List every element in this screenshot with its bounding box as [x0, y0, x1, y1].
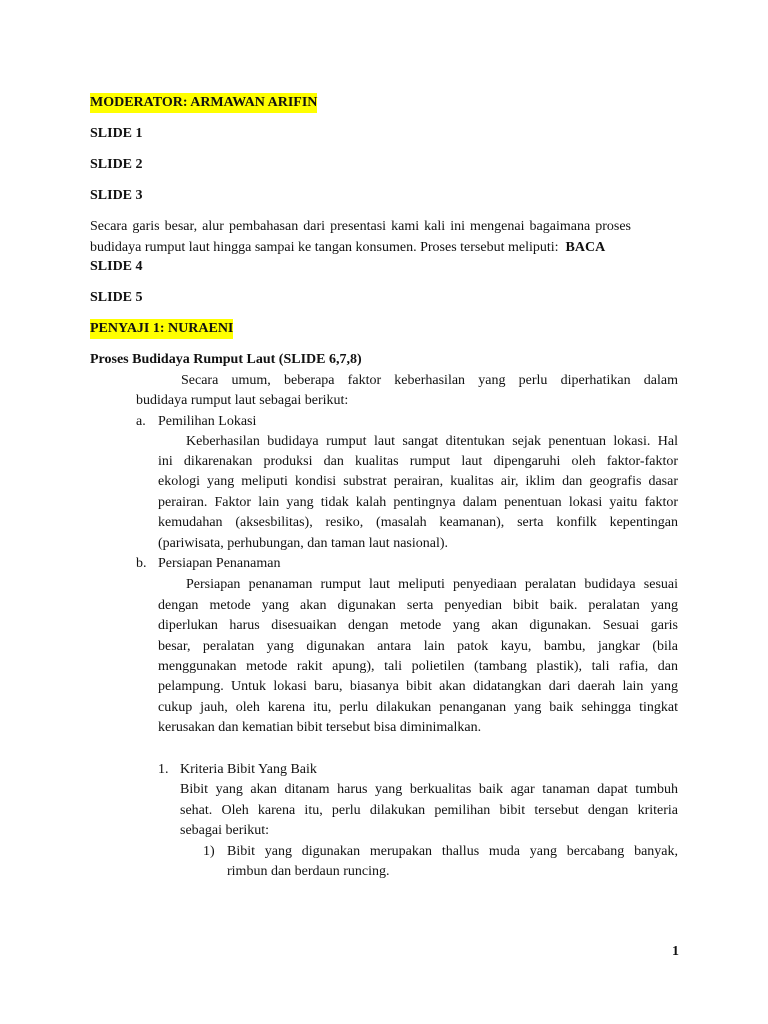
intro-text: budidaya rumput laut hingga sampai ke tangan konsumen. Proses tersebut meliputi:	[90, 240, 559, 255]
item-1-1-line: Bibit yang digunakan merupakan thallus muda yang bercabang banyak,	[227, 844, 678, 859]
item-b-line: cukup jauh, oleh karena itu, perlu dilakukan penanganan yang baik sehingga tingkat	[158, 700, 678, 715]
item-a-line: Keberhasilan budidaya rumput laut sangat ditentukan sejak penentuan lokasi. Hal	[186, 434, 678, 449]
slide-2-label: SLIDE 2	[90, 157, 143, 172]
item-a-line: kemudahan (aksesbilitas), resiko, (masalah keamanan), serta konfilk kepentingan	[158, 515, 678, 530]
slide-1-label: SLIDE 1	[90, 126, 143, 141]
item-b-line: kerusakan dan kematian bibit tersebut bisa diminimalkan.	[158, 720, 482, 735]
item-b-line: pelampung. Untuk lokasi baru, biasanya bibit akan didatangkan dari daerah lain yang	[158, 679, 678, 694]
baca-label: BACA	[565, 240, 606, 255]
slide-3-label: SLIDE 3	[90, 188, 143, 203]
item-b-line: diperlukan harus disesuaikan dengan metode yang akan digunakan. Sesuai garis	[158, 618, 678, 633]
item-b-line: menggunakan metode rakit apung), tali polietilen (tambang plastik), tali rafia, dan	[158, 659, 678, 674]
item-b-line: besar, peralatan yang digunakan antara lain patok kayu, bambu, jangkar (bila	[158, 639, 678, 654]
list-marker-a: a.	[136, 414, 146, 429]
item-1-line: sehat. Oleh karena itu, perlu dilakukan pemilihan bibit tersebut dengan kriteria	[180, 803, 678, 818]
section-intro-line: Secara umum, beberapa faktor keberhasilan yang perlu diperhatikan dalam	[181, 373, 678, 388]
section-title: Proses Budidaya Rumput Laut (SLIDE 6,7,8)	[90, 352, 362, 367]
intro-paragraph-line: Secara garis besar, alur pembahasan dari presentasi kami kali ini mengenai bagaimana proses	[90, 219, 631, 234]
list-marker-b: b.	[136, 556, 147, 571]
moderator-heading: MODERATOR: ARMAWAN ARIFIN	[90, 93, 317, 113]
item-1-line: Bibit yang akan ditanam harus yang berkualitas baik agar tanaman dapat tumbuh	[180, 782, 678, 797]
section-intro-line: budidaya rumput laut sebagai berikut:	[136, 393, 349, 408]
slide-4-label: SLIDE 4	[90, 259, 143, 274]
page-number: 1	[672, 944, 679, 959]
list-marker-1-1: 1)	[203, 844, 215, 859]
intro-paragraph-line	[90, 238, 605, 258]
item-a-line: ekologi yang meliputi kondisi substrat perairan, kualitas air, iklim dan geografis dasar	[158, 474, 678, 489]
item-1-1-line: rimbun dan berdaun runcing.	[227, 864, 390, 879]
item-1-title: Kriteria Bibit Yang Baik	[180, 762, 317, 777]
item-b-title: Persiapan Penanaman	[158, 556, 281, 571]
presenter-heading: PENYAJI 1: NURAENI	[90, 319, 233, 339]
item-a-line: (pariwisata, perhubungan, dan taman laut nasional).	[158, 536, 449, 551]
item-b-line: dengan metode yang akan digunakan serta penyedian bibit baik. peralatan yang	[158, 598, 678, 613]
list-marker-1: 1.	[158, 762, 169, 777]
item-1-line: sebagai berikut:	[180, 823, 270, 838]
item-a-line: perairan. Faktor lain yang tidak kalah pentingnya dalam penentuan lokasi yaitu faktor	[158, 495, 678, 510]
item-b-line: Persiapan penanaman rumput laut meliputi penyediaan peralatan budidaya sesuai	[186, 577, 678, 592]
item-a-line: ini dikarenakan produksi dan kualitas rumput laut dipengaruhi oleh faktor-faktor	[158, 454, 678, 469]
slide-5-label: SLIDE 5	[90, 290, 143, 305]
item-a-title: Pemilihan Lokasi	[158, 414, 257, 429]
